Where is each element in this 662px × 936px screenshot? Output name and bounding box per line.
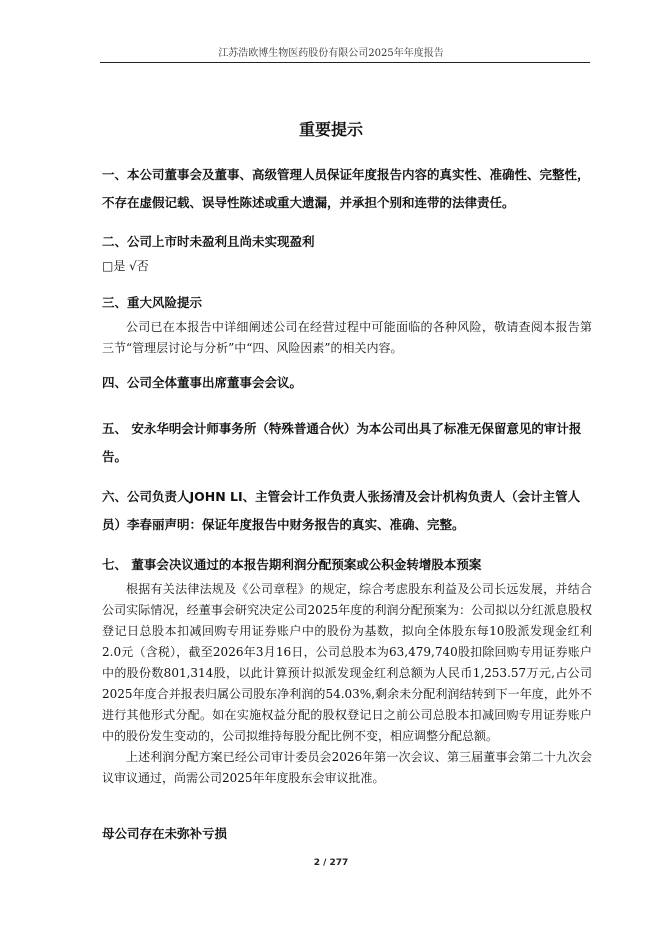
page-header: 江苏浩欧博生物医药股份有限公司2025年年度报告: [218, 48, 444, 59]
page-title: 重要提示: [298, 120, 363, 139]
section-7-body-1: 根据有关法律法规及《公司章程》的规定，综合考虑股东利益及公司长远发展，并结合公司实际情况，经董事会研究决定公司2025年度的利润分配预案为：公司拟以分红派息股权登记日总股本扣减回购专用证券账户中的股份为基数，拟向全体股东每10股派发现金红利2.0元（含税），截至2026年3月16日，公司总股本为63,479,740股扣除回购专用证券账户中的股份数801,314股，以此计算预计拟派发现金红利总额为人民币1,253.57万元,占公司2025年度合并报表归属公司股东净利润的54.03%,剩余未分配利润结转到下一年度，此外不进行其他形式分配。如在实施权益分配的股权登记日之前公司总股本扣减回购专用证券账户中的股份发生变动的，公司拟维持每股分配比例不变，相应调整分配总额。: [102, 582, 592, 743]
section-3: [102, 289, 592, 359]
section-6-heading: 六、公司负责人JOHN LI、主管会计工作负责人张扬清及会计机构负责人（会计主管人员）李春丽声明：保证年度报告中财务报告的真实、准确、完整。: [102, 489, 581, 532]
section-1: [102, 161, 592, 217]
section-2: [102, 228, 592, 276]
page-number: 2 / 277: [313, 858, 349, 868]
section-4-heading: 四、公司全体董事出席董事会会议。: [102, 375, 303, 390]
section-7-heading: 七、 董事会决议通过的本报告期利润分配预案或公积金转增股本预案: [102, 557, 482, 572]
section-5: [102, 415, 592, 471]
section-2-heading: 二、公司上市时未盈利且尚未实现盈利: [102, 234, 315, 249]
section-8: [102, 820, 592, 848]
section-7-body-2: 上述利润分配方案已经公司审计委员会2026年第一次会议、第三届董事会第二十九次会议审议通过，尚需公司2025年年度股东会审议批准。: [102, 750, 592, 785]
section-2-option: □是 √否: [102, 259, 149, 273]
section-4: [102, 369, 592, 397]
section-3-body: 公司已在本报告中详细阐述公司在经营过程中可能面临的各种风险，敬请查阅本报告第三节“管理层讨论与分析”中“四、风险因素”的相关内容。: [102, 320, 592, 355]
section-3-heading: 三、重大风险提示: [102, 295, 203, 310]
section-5-heading: 五、 安永华明会计师事务所（特殊普通合伙）为本公司出具了标准无保留意见的审计报告。: [102, 421, 582, 464]
section-7: [102, 551, 592, 789]
header-rule: [100, 62, 590, 63]
section-1-heading: 一、本公司董事会及董事、高级管理人员保证年度报告内容的真实性、准确性、完整性，不存在虚假记载、误导性陈述或重大遗漏，并承担个别和连带的法律责任。: [102, 167, 590, 210]
section-6: [102, 483, 592, 539]
section-8-heading: 母公司存在未弥补亏损: [102, 826, 228, 841]
